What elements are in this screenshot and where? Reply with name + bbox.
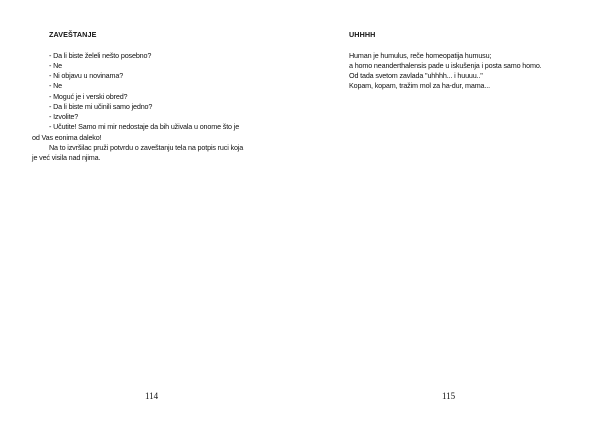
text-line: Kopam, kopam, tražim mol za ha-dur, mama... xyxy=(349,81,490,90)
text-line: Human je humulus, reče homeopatija humusu; xyxy=(349,51,492,60)
text-line: je već visila nad njima. xyxy=(32,153,101,162)
page-number: 114 xyxy=(145,391,159,401)
text-line: - Ne xyxy=(49,61,62,70)
text-line: a homo neanderthalensis pade u iskušenja i posta samo homo. xyxy=(349,61,542,70)
text-line: - Da li biste mi učinili samo jedno? xyxy=(49,102,153,111)
poem-title-zavestanje: ZAVEŠTANJE xyxy=(49,30,97,39)
text-line: - Ne xyxy=(49,81,62,90)
text-line: - Moguć je i verski obred? xyxy=(49,92,128,101)
text-line: - Da li biste želeli nešto posebno? xyxy=(49,51,152,60)
text-line: - Ni objavu u novinama? xyxy=(49,71,124,80)
right-page xyxy=(300,0,600,428)
text-line: Na to izvršilac pruži potvrdu o zaveštanju tela na potpis ruci koja xyxy=(49,143,244,152)
text-line: - Učutite! Samo mi mir nedostaje da bih uživala u onome što je xyxy=(49,122,240,131)
poem-title-uhhhh: UHHHH xyxy=(349,30,376,39)
text-line: - Izvolite? xyxy=(49,112,79,121)
page-number: 115 xyxy=(442,391,456,401)
text-line: Od tada svetom zavlada "uhhhh... i huuuu.." xyxy=(349,71,483,80)
text-line: od Vas eonima daleko! xyxy=(32,133,102,142)
